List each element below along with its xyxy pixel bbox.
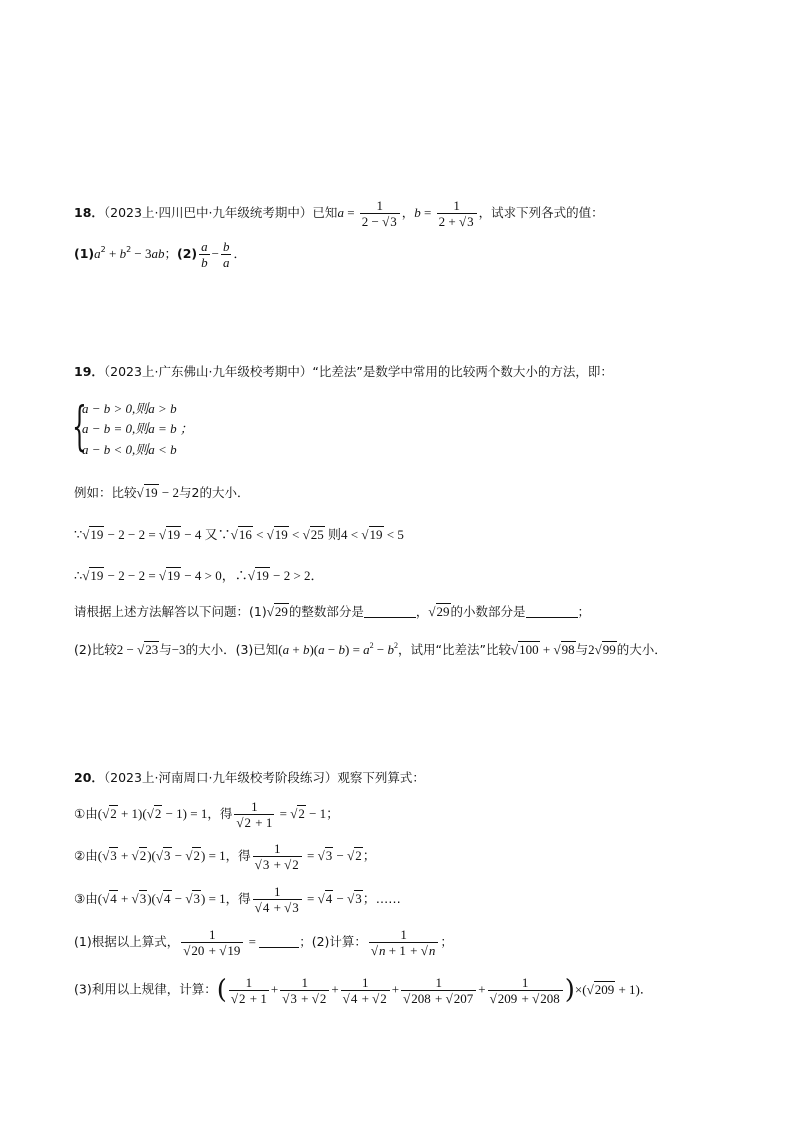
q20-stem: [74, 768, 425, 786]
q19-blank-decimal[interactable]: [526, 605, 578, 618]
q20-c2: ②由: [74, 848, 98, 863]
q19-solve: 请根据上述方法解答以下问题：(1): [74, 604, 267, 619]
q19-case3: a − b < 0,则a < b: [82, 442, 177, 457]
therefore-symbol: ∴: [74, 568, 83, 583]
q18-b-fraction: $\frac{1}{2 + √3}$: [437, 199, 477, 228]
q19-p2b: 与: [159, 642, 172, 657]
q18-number: 18．: [74, 205, 104, 220]
q20-de-3: ，得: [225, 891, 251, 906]
q19-intro: “比差法”是数学中常用的比较两个数大小的方法，即：: [312, 364, 613, 379]
q20-c3: ③由: [74, 891, 98, 906]
q19-blank-integer[interactable]: [364, 605, 416, 618]
q19-comma: ，: [415, 604, 429, 619]
q19-dec-part: 的小数部分是: [450, 604, 526, 619]
q18-tail: ，试求下列各式的值：: [478, 205, 604, 220]
q20-end: ．: [639, 981, 653, 997]
q20-blank[interactable]: [259, 935, 299, 948]
q20-source: （2023上·河南周口·九年级校考阶段练习）: [103, 770, 338, 785]
q20-part1: (1)根据以上算式， $\frac{1}{√20 + √19}$ = ；(2)计算： $\frac{1}{√n + 1 + √n}$ ；: [74, 927, 453, 958]
q18-part2-label: (2): [177, 246, 198, 261]
q19-part2: (2)比较2 − √23与−3的大小．(3)已知$(a + b)(a - b) = a^2 - b^2$，试用“比差法”比较√100 + √98与2√99的大小．: [74, 641, 667, 657]
q19-therefore-line: ∴√19 − 2 − 2 = √19 − 4 > 0，∴√19 − 2 > 2．: [74, 568, 324, 583]
because-symbol: ∵: [74, 527, 83, 542]
q19-part1: 请根据上述方法解答以下问题：(1)√29的整数部分是 ，√29的小数部分是 ；: [74, 604, 591, 619]
q19-int-part: 的整数部分是: [288, 604, 364, 619]
q18-sep: ；: [164, 246, 178, 261]
q19-you: 又∵: [204, 527, 231, 542]
q19-because-line: ∵√19 − 2 − 2 = √19 − 4 又∵√16 < √19 < √25 则4 < √19 < 5: [74, 527, 404, 542]
q20-de-2: ，得: [225, 848, 251, 863]
q20-p2: ；(2)计算：: [299, 934, 367, 949]
q20-c1: ①由: [74, 806, 98, 821]
q18-source: （2023上·四川巴中·九年级统考期中）: [103, 205, 313, 220]
q18-b-over-a: $\frac{b}{a}$: [222, 239, 230, 270]
q18-a-fraction: $\frac{1}{2 - √3}$: [360, 199, 400, 228]
q18-intro: 已知: [312, 205, 338, 220]
q20-part3: (3)利用以上规律，计算：( $\frac{1}{√2 + 1}$ + $\frac{1}{√3 + √2}$ + $\frac{1}{√4 + √2}$ + $\frac{1}{√208 + √207}$ + $\frac{1}{√209 + √208}$ )×(√209 + 1)．: [74, 974, 653, 1006]
q18-comma: ，: [401, 205, 415, 220]
q19-case-brace: {: [72, 397, 87, 457]
q19-example-text: 例如：比较: [74, 485, 137, 500]
q20-case1: ①由(√2 + 1)(√2 − 1) = 1，得 $\frac{1}{√2 + 1}$ = √2 − 1；: [74, 799, 340, 830]
q19-semi: ；: [577, 604, 591, 619]
therefore-symbol-2: ∴: [234, 568, 248, 583]
q18-stem: 18．（2023上·四川巴中·九年级统考期中）已知a = $\frac{1}{2 - √3}$ ，b = $\frac{1}{2 + √3}$ ，试求下列各式的值：: [74, 198, 604, 229]
q19-p2e: 与: [575, 642, 589, 657]
q19-stem: [74, 362, 613, 380]
q18-end: ．: [233, 246, 246, 261]
q20-number: 20．: [74, 770, 104, 785]
q20-intro: 观察下列算式：: [337, 770, 425, 785]
q18-a-over-b: $\frac{a}{b}$: [201, 239, 208, 270]
q19-p2c: 的大小．(3)已知: [185, 642, 279, 657]
q19-case2: a − b = 0,则a = b ；: [82, 421, 193, 436]
q19-case1: a − b > 0,则a > b: [82, 401, 177, 416]
q19-source: （2023上·广东佛山·九年级校考期中）: [103, 364, 313, 379]
q20-case3: ③由(√4 + √3)(√4 − √3) = 1，得 $\frac{1}{√4 + √3}$ = √4 − √3；……: [74, 884, 401, 915]
q19-p2f: 的大小．: [616, 642, 667, 657]
q19-p2a: (2)比较: [74, 642, 117, 657]
q20-dots: ……: [375, 891, 401, 906]
q18-part1-label: (1): [74, 246, 95, 261]
q20-case2: ②由(√3 + √2)(√3 − √2) = 1，得 $\frac{1}{√3 + √2}$ = √3 − √2；: [74, 841, 376, 872]
q19-example: 例如：比较√19 − 2与2的大小．: [74, 485, 250, 500]
q18-parts: $(1)a^2 + b^2 - 3ab$；(2) $\frac{a}{b}$ − $\frac{b}{a}$ ．: [74, 239, 246, 270]
q20-p1: (1)根据以上算式，: [74, 934, 180, 949]
q19-ze: 则: [328, 527, 342, 542]
q20-de: ，得: [207, 806, 233, 821]
q19-example-tail: 与2的大小．: [179, 485, 250, 500]
q19-p2d: ，试用“比差法”比较: [398, 642, 511, 657]
q19-number: 19．: [74, 364, 104, 379]
q20-p3: (3)利用以上规律，计算：: [74, 981, 217, 997]
